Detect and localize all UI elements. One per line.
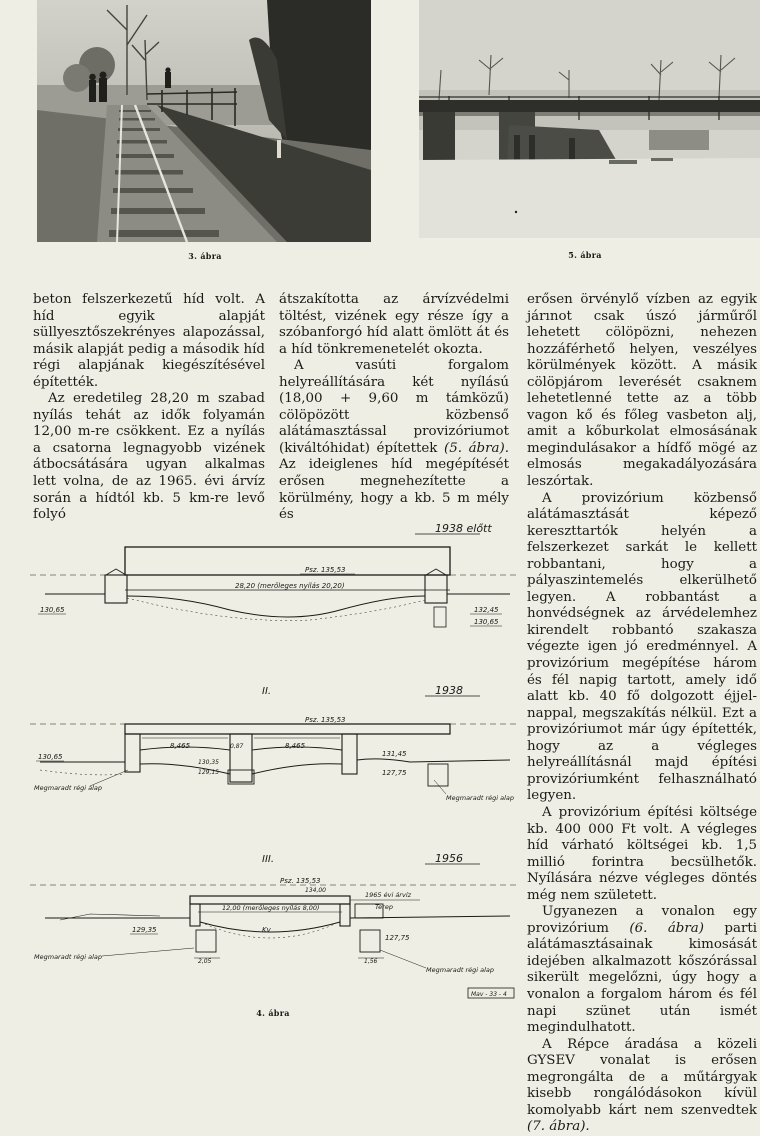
- d3-right-note: Megmaradt régi alap: [426, 966, 495, 974]
- d3-psz: Psz. 135,53: [280, 877, 321, 885]
- paragraph: Az eredetileg 28,20 m szabad nyílás tehát az idők folyamán 12,00 m-re csökkent. Ez a nyílás a csatorna legnagyobb vizének átbocsátására ugyan alkalmas lett volna, de az 1965. évi árvíz során a hídtól kb. 5 km-re levő folyó: [33, 391, 265, 523]
- d3-left-note: Megmaradt régi alap: [34, 953, 103, 961]
- text-column-right: [527, 292, 757, 1136]
- paragraph: [527, 1037, 757, 1136]
- figure-4-drawing: [30, 512, 520, 1002]
- d1-year: 1938 előtt: [435, 522, 492, 535]
- d2-roman: II.: [262, 686, 272, 697]
- text-run: parti alátámasztásainak kimosását idejében alkalmazott kőszórással sikerült megelőzni, úgy hogy a vonalon a forgalom három és fél napi szünet után ismét megindulhatott.: [527, 920, 758, 1036]
- paragraph: beton felszerkezetű híd volt. A híd egyik alapját süllyesztőszekrényes alapozással, másik alapját pedig a második híd régi alapjának kiegészítésével építették.: [33, 292, 265, 390]
- d3-stamp: Mav - 33 - 4: [471, 991, 507, 998]
- d3-level-left: 129,35: [132, 926, 157, 934]
- text-column-middle: [279, 292, 509, 524]
- d1-level-right-2: 130,65: [474, 618, 499, 626]
- text-run: Ugyanezen a vonalon egy provizórium: [527, 904, 757, 936]
- d3-top: 134,00: [305, 887, 326, 894]
- d2-level-mid-2: 129,15: [198, 769, 219, 776]
- d2-right-note: Megmaradt régi alap: [446, 794, 515, 802]
- d3-terep: Terep: [375, 903, 393, 911]
- d3-width-1: 2,05: [198, 958, 212, 965]
- d2-level-mid-1: 130,35: [198, 759, 219, 766]
- paragraph: átszakította az árvízvédelmi töltést, vizének egy része így a szóbanforgó híd alatt ömlött át és a híd tönkremenetelét okozta.: [279, 292, 509, 357]
- text-run: A Répce áradása a közeli GYSEV vonalat is erősen megrongálta de a műtárgyak kisebb rongálódásokon kívül komolyabb kárt nem szenvedtek: [527, 1036, 757, 1118]
- d3-roman: III.: [262, 854, 275, 865]
- d2-span-a: 8,465: [170, 742, 191, 750]
- d2-psz: Psz. 135,53: [305, 716, 346, 724]
- d3-span: 12,00 (merőleges nyílás 8,00): [222, 904, 320, 912]
- d2-left-note: Megmaradt régi alap: [34, 784, 103, 792]
- d3-kv: Kv: [262, 926, 271, 934]
- paragraph: erősen örvénylő vízben az egyik járınot csak úszó járműről lehetett cölöpözni, nehezen hozzáférhető helyen, veszélyes körülmények között. A másik cölöpjárom leverését csaknem lehetetlenné tette az a több vagon kő és főleg vasbeton alj, amit a kőburkolat elmosásának megindulásakor a hídfő mögé az elmosás megakadályozására leszórtak.: [527, 292, 757, 490]
- d3-width-2: 1,56: [364, 958, 378, 965]
- figure-reference: (6. ábra): [629, 920, 704, 936]
- d2-level-right-2: 127,75: [382, 769, 407, 777]
- paragraph: [279, 358, 509, 523]
- d2-level-right-1: 131,45: [382, 750, 407, 758]
- d2-span-c: 8,465: [285, 742, 306, 750]
- figure-reference: (7. ábra).: [527, 1119, 590, 1135]
- d3-flood: 1965 évi árvíz: [365, 891, 412, 899]
- paragraph: [527, 904, 757, 1036]
- paragraph: A provizórium építési költsége kb. 400 000 Ft volt. A végleges híd várható költségei kb. 1,5 millió forintra becsülhetők. Nyílására nézve végleges döntés még nem született.: [527, 804, 757, 903]
- figure-4-caption: 4. ábra: [256, 1008, 290, 1018]
- d1-level-left: 130,65: [40, 606, 65, 614]
- figure-reference: (5. ábra).: [444, 440, 509, 456]
- d1-span: 28,20 (merőleges nyílás 20,20): [235, 582, 345, 590]
- figure-3-photo: [37, 0, 371, 242]
- paragraph: A provizórium közbenső alátámasztását képező kereszttartók helyén a felszerkezet sarkát le kellett robbantani, hogy a pályaszintemelés elkerülhető legyen. A robbantást a honvédségnek az árvédelemhez kirendelt robbantó szakasza végezte igen jó eredménnyel. A provizórium megépítése három és fél napig tartott, amely idő alatt kb. 40 fő dolgozott éjjel-nappal, megszakítás nélkül. Ezt a provizóriumot már úgy építették, hogy az a végleges helyreállításnál majd építési provizóriumként felhasználható legyen.: [527, 490, 757, 804]
- d3-deck: [190, 896, 350, 904]
- figure-5-photo: [419, 0, 760, 238]
- text-run: Az ideiglenes híd megépítését erősen megnehezítette a körülmény, hogy a kb. 5 m mély és: [279, 457, 509, 523]
- d2-deck: [125, 724, 450, 734]
- d1-deck: [125, 547, 450, 575]
- d3-year: 1956: [435, 852, 463, 865]
- figure-5-caption: 5. ábra: [568, 250, 602, 260]
- text-column-left: [33, 292, 265, 524]
- figure-3-caption: 3. ábra: [188, 251, 222, 261]
- d2-year: 1938: [435, 684, 463, 697]
- d3-level-right: 127,75: [385, 934, 410, 942]
- text-run: A vasúti forgalom helyreállítására két nyílású (18,00 + 9,60 m támközű) cölöpözött közbenső alátámasztással provizóriumot (kiváltóhidat) építettek: [279, 358, 509, 456]
- d1-level-right-1: 132,45: [474, 606, 499, 614]
- d1-psz: Psz. 135,53: [305, 566, 346, 574]
- d2-level-left: 130,65: [38, 753, 63, 761]
- d2-span-b: 0,87: [230, 743, 244, 750]
